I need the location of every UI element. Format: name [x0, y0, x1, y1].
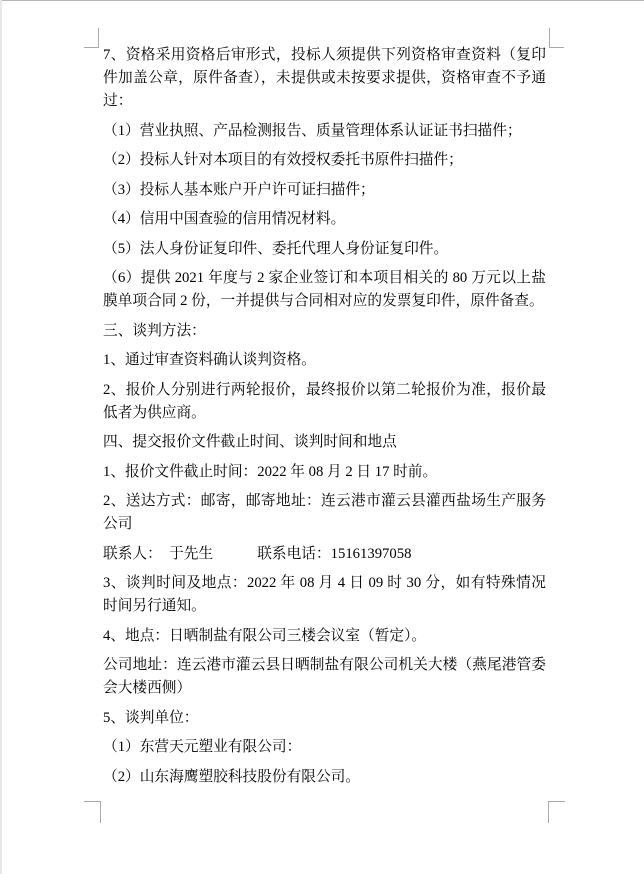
paragraph: 3、谈判时间及地点：2022 年 08 月 4 日 09 时 30 分，如有特殊情况时间另行通知。	[103, 575, 546, 614]
paragraph: （4）信用中国查验的信用情况材料。	[103, 211, 346, 227]
window-top-edge	[0, 0, 644, 1]
paragraph: 2、送达方式：邮寄，邮寄地址：连云港市灌云县灌西盐场生产服务公司	[103, 493, 546, 532]
text-boundary-mark-bottom-left	[84, 801, 101, 823]
paragraph: （2）山东海鹰塑胶科技股份有限公司。	[103, 768, 361, 785]
paragraph: （3）投标人基本账户开户许可证扫描件；	[103, 181, 375, 198]
paragraph: 公司地址：连云港市灌云县日晒制盐有限公司机关大楼（燕尾港管委会大楼西侧）	[103, 657, 546, 696]
paragraph: 三、谈判方法：	[103, 322, 206, 339]
document-body	[103, 44, 546, 795]
text-boundary-mark-top-left	[84, 28, 99, 48]
paragraph: 4、地点：日晒制盐有限公司三楼会议室（暂定）。	[103, 627, 427, 644]
paragraph: （1）营业执照、产品检测报告、质量管理体系认证证书扫描件；	[103, 122, 522, 139]
paragraph: 7、资格采用资格后审形式，投标人须提供下列资格审查资料（复印件加盖公章，原件备查），未提供或未按要求提供，资格审查不予通过：	[103, 47, 546, 109]
paragraph: 四、提交报价文件截止时间、谈判时间和地点	[103, 434, 397, 450]
paragraph: 5、谈判单位：	[103, 709, 199, 726]
page-left-edge	[0, 0, 2, 874]
paragraph: 1、报价文件截止时间：2022 年 08 月 2 日 17 时前。	[103, 463, 438, 480]
paragraph: （1）东营天元塑业有限公司：	[103, 739, 302, 755]
paragraph: （6）提供 2021 年度与 2 家企业签订和本项目相关的 80 万元以上盐膜单项合同 2 份，一并提供与合同相对应的发票复印件，原件备查。	[103, 270, 546, 309]
paragraph: 1、通过审查资料确认谈判资格。	[103, 352, 316, 368]
paragraph: 联系人： 于先生 联系电话：15161397058	[103, 545, 412, 562]
paragraph: （5）法人身份证复印件、委托代理人身份证复印件。	[103, 240, 449, 257]
text-boundary-mark-top-right	[549, 28, 564, 48]
paragraph: （2）投标人针对本项目的有效授权委托书原件扫描件；	[103, 152, 463, 168]
paragraph: 2、报价人分别进行两轮报价，最终报价以第二轮报价为准，报价最低者为供应商。	[103, 381, 546, 421]
text-boundary-mark-bottom-right	[548, 801, 565, 823]
